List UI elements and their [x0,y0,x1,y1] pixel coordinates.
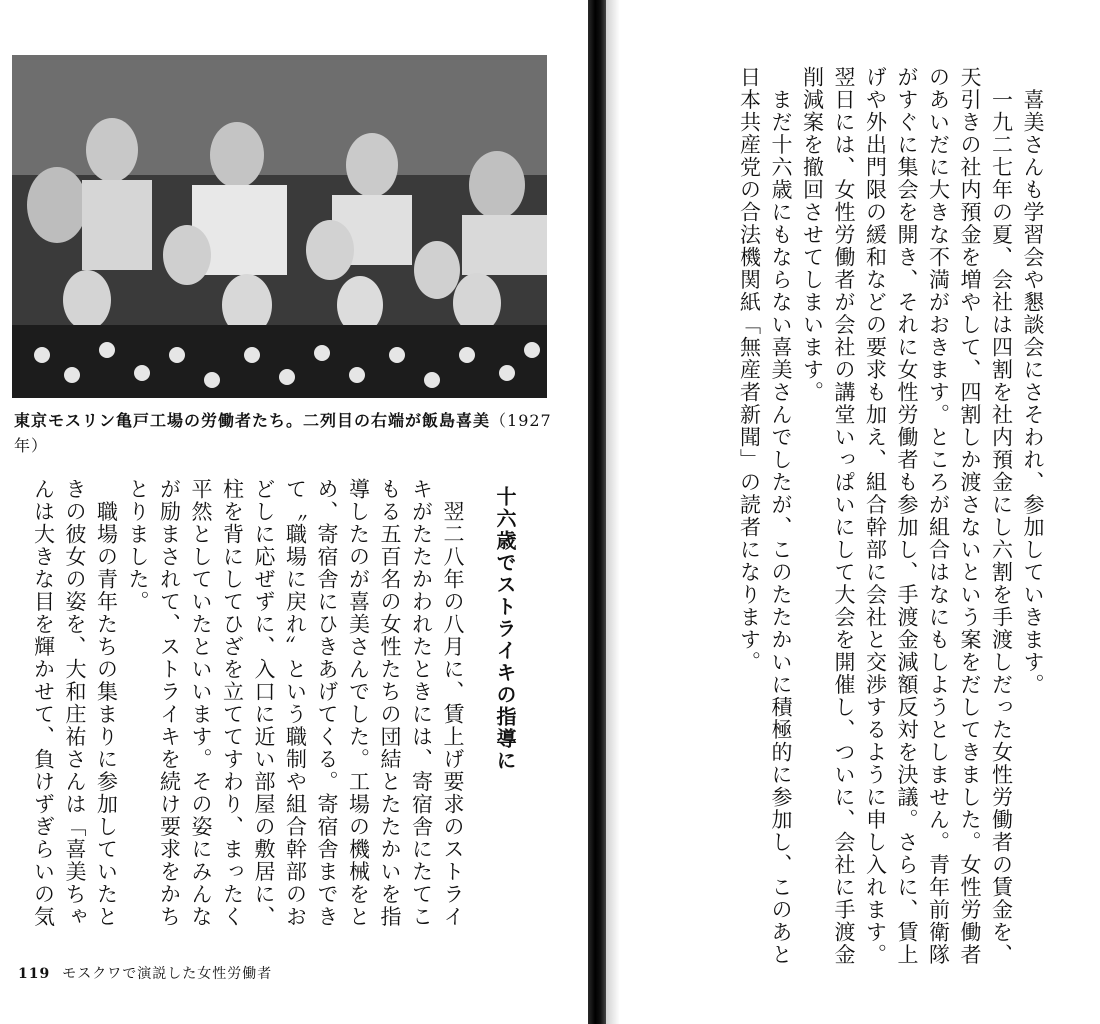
section-heading: 十六歳でストライキの指導に [493,486,517,772]
left-line-5: め、寄宿舎にひきあげてくる。寄宿舎までき [315,478,339,928]
photo-caption-text: 東京モスリン亀戸工場の労働者たち。二列目の右端が飯島喜美 [14,411,491,430]
right-line-2: 一九二七年の夏、会社は四割を社内預金にし六割を手渡しだった女性労働者の賃金を、 [989,66,1014,966]
right-line-7: 翌日には、女性労働者が会社の講堂いっぱいにして大会を開催し、ついに、会社に手渡金 [832,66,856,966]
left-line-8: 柱を背にしてひざを立ててすわり、まったく [220,478,245,928]
page-footer [18,963,272,983]
left-line-9: 平然としていたといいます。その姿にみんな [189,478,213,928]
left-line-12: 職場の青年たちの集まりに参加していたと [94,478,119,928]
right-page-body [733,66,1048,966]
left-line-3: もる五百名の女性たちの団結とたたかいを指 [378,478,402,928]
group-photo-image [12,55,547,398]
left-page-body [27,478,468,928]
right-line-8: 削減案を撤回させてしまいます。 [800,66,825,404]
group-photo [12,55,547,398]
right-line-4: のあいだに大きな不満がおきます。ところが組合はなにもしようとしません。青年前衛隊 [926,66,951,966]
book-gutter [588,0,606,1024]
left-line-14: んは大きな目を輝かせて、負けずぎらいの気 [31,478,56,928]
right-line-1: 喜美さんも学習会や懇談会にさそわれ、参加していきます。 [1021,66,1045,696]
gutter-shadow [606,0,620,1024]
page-number: 119 [18,966,51,982]
right-line-3: 天引きの社内預金を増やして、四割しか渡さないという案をだしてきました。女性労働者 [958,66,982,966]
running-title: モスクワで演説した女性労働者 [62,966,273,982]
right-line-6: げや外出門限の緩和などの要求も加え、組合幹部に会社と交渉するように申し入れます。 [863,66,888,966]
left-line-11: とりました。 [126,478,150,613]
left-line-6: て〝職場に戻れ〟という職制や組合幹部のお [283,478,308,928]
left-line-1: 翌二八年の八月に、賃上げ要求のストライ [441,478,465,928]
left-line-13: きの彼女の姿を、大和庄祐さんは「喜美ちゃ [63,478,87,928]
left-line-2: キがたたかわれたときには、寄宿舎にたてこ [409,478,434,928]
left-line-4: 導したのが喜美さんでした。工場の機械をと [346,478,371,928]
photo-caption-year: （1927年） [14,411,552,455]
right-line-5: がすぐに集会を開き、それに女性労働者も参加し、手渡金減額反対を決議。さらに、賃上 [895,66,919,966]
right-line-9: まだ十六歳にもならない喜美さんでしたが、このたたかいに積極的に参加し、このあと [769,66,793,966]
left-line-7: どしに応ぜずに、入口に近い部屋の敷居に、 [252,478,276,928]
left-line-10: が励まされて、ストライキを続け要求をかち [157,478,182,928]
right-line-10: 日本共産党の合法機関紙「無産者新聞」の読者になります。 [737,66,762,674]
photo-caption [14,408,554,458]
